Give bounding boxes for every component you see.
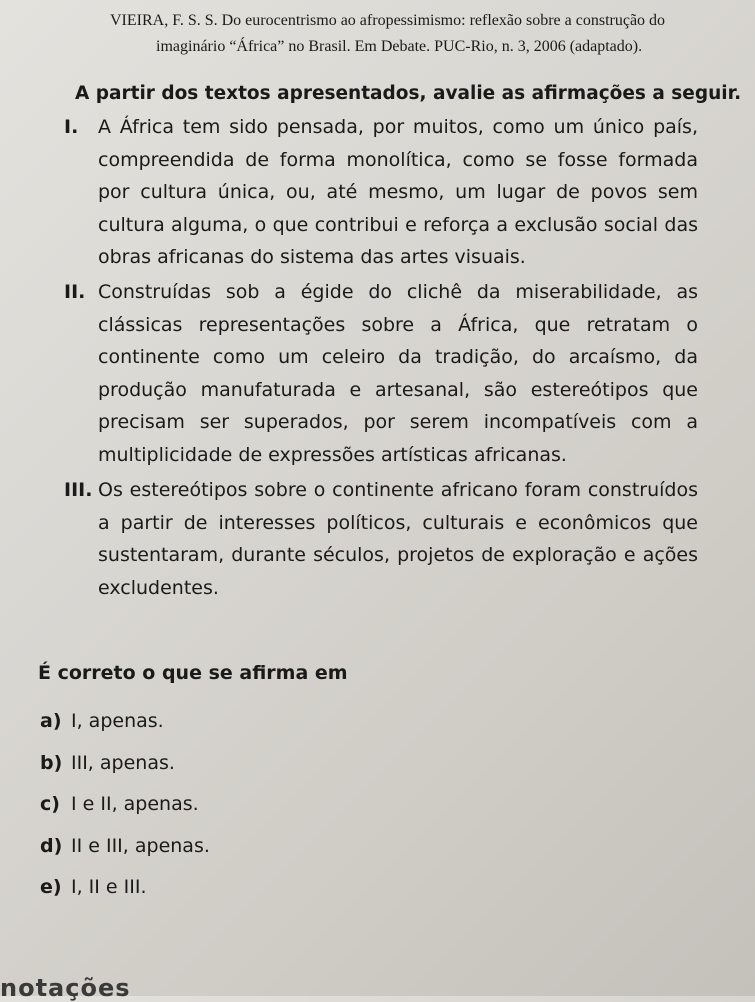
option-letter: e) <box>40 876 62 898</box>
reference-citation <box>110 8 750 60</box>
option-b[interactable] <box>40 752 210 794</box>
option-text: III, apenas. <box>71 751 175 774</box>
statement-number: III. <box>64 479 93 501</box>
footer-heading: notações <box>0 974 131 1002</box>
statement-text: Construídas sob a égide do clichê da miserabilidade, as clássicas representações sobre a África, que retratam o continente como um celeiro da tradição, do arcaísmo, da produção manufaturada e artesanal, são estereótipos que precisam ser superados, por serem incompatíveis com a multiplicidade de expressões artísticas africanas. <box>98 281 698 466</box>
option-text: II e III, apenas. <box>71 834 210 857</box>
question-stem: É correto o que se afirma em <box>38 662 348 684</box>
statement-3 <box>64 474 698 604</box>
option-a[interactable] <box>40 710 210 752</box>
statement-2 <box>64 276 698 471</box>
option-letter: b) <box>40 751 63 774</box>
option-e[interactable] <box>40 876 210 918</box>
option-c[interactable] <box>40 793 210 835</box>
statement-number: I. <box>64 116 79 138</box>
question-prompt: A partir dos textos apresentados, avalie as afirmações a seguir. <box>75 83 742 104</box>
reference-line-2: imaginário “África” no Brasil. Em Debate. PUC-Rio, n. 3, 2006 (adaptado). <box>156 38 643 55</box>
statement-text: A África tem sido pensada, por muitos, como um único país, compreendida de forma monolítica, como se fosse formada por cultura única, ou, até mesmo, um lugar de povos sem cultura alguma, o que contribui e reforça a exclusão social das obras africanas do sistema das artes visuais. <box>98 116 698 268</box>
option-text: I e II, apenas. <box>71 793 199 815</box>
statement-1 <box>64 111 698 274</box>
option-d[interactable] <box>40 835 210 877</box>
statement-number: II. <box>64 281 86 303</box>
option-letter: d) <box>40 834 63 857</box>
statement-text: Os estereótipos sobre o continente africano foram construídos a partir de interesses políticos, culturais e econômicos que sustentaram, durante séculos, projetos de exploração e ações excludentes. <box>98 479 698 599</box>
option-text: I, apenas. <box>71 710 164 732</box>
option-text: I, II e III. <box>71 876 147 898</box>
option-letter: c) <box>40 793 60 815</box>
option-letter: a) <box>40 710 62 732</box>
answer-options <box>40 710 210 918</box>
reference-line-1: VIEIRA, F. S. S. Do eurocentrismo ao afropessimismo: reflexão sobre a construção do <box>110 12 666 29</box>
